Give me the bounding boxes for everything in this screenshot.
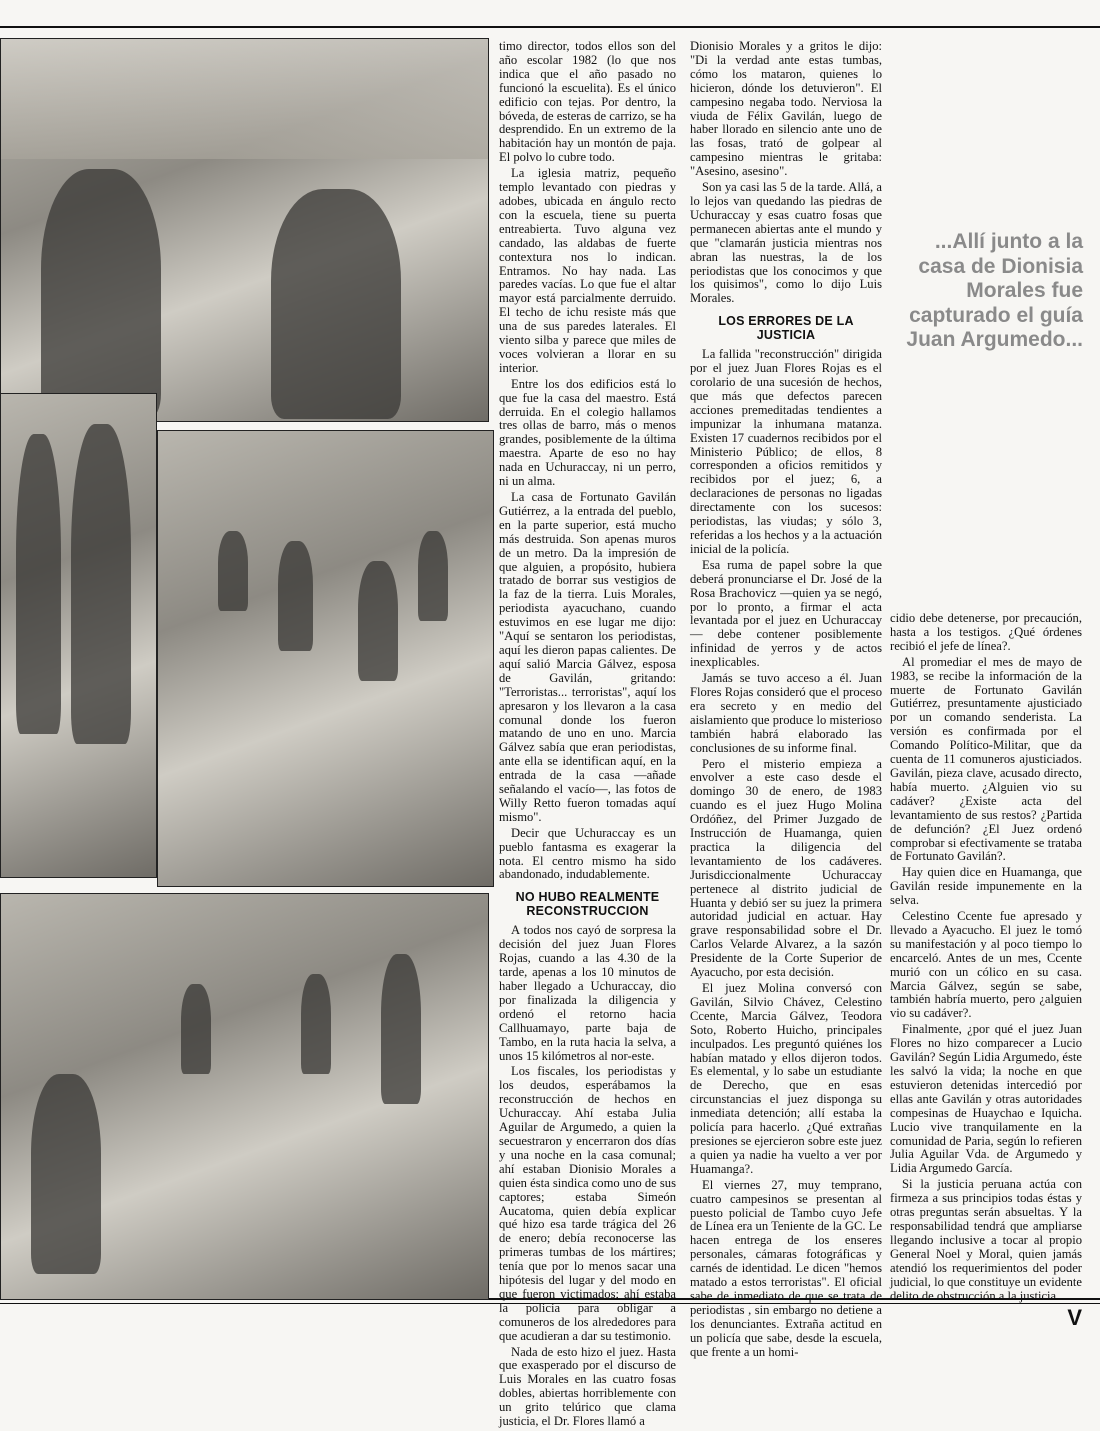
paragraph: El viernes 27, muy temprano, cuatro campesinos se presentan al puesto policial de Tambo cuyo Jefe de Línea era un Teniente de la GC. Le hacen entrega de los enseres personales, cámaras fotográficas y carnés de identidad. Le dicen "hemos matado a estos terroristas". El oficial sabe de inmediato de que se trata de periodistas , sin embargo no detiene a los denunciantes. Extraña actitud en un policía que sabe, desde la escuela, que frente a un homi- — [690, 1177, 882, 1359]
paragraph: La casa de Fortunato Gavilán Gutiérrez, a la entrada del pueblo, en la parte superior, está mucho más destruida. Son apenas muros de un metro. Da la impresión de que alguien, a propósito, hubiera tratado de borrar sus vestigios de la faz de la tierra. Luis Morales, periodista ayacuchano, cuando estuvimos en ese lugar me dijo: "Aquí se sentaron los periodistas, aquí les dieron papas calientes. De aquí salió Marcia Gálvez, esposa de Gavilán, gritando: "Terroristas... terroristas", aquí los apresaron y los llevaron a la casa comunal donde los fueron matando de uno en uno. Marcia Gálvez sabía que eran periodistas, ante ella se identifican aquí, en la entrada de la casa —añade señalando el vacío—, las fotos de Willy Retto fueron tomadas aquí mismo". — [499, 490, 676, 824]
paragraph: Jamás se tuvo acceso a él. Juan Flores Rojas consideró que el proceso era secreto y en medio del aislamiento que produce lo misterioso también habrá elaborado las conclusiones de su informe final. — [690, 671, 882, 755]
article-column-2 — [690, 40, 882, 1361]
paragraph: Los fiscales, los periodistas y los deudos, esperábamos la reconstrucción de hechos en Uchuraccay. Ahí estaba Julia Aguilar de Argumedo, a quien la secuestraron y encerraron dos días y una noche en la casa comunal; ahí estaban Dionisio Morales a quien ésta sindica como uno de sus captores; estaba Simeón Aucatoma, quien debía explicar qué hizo esa tarde trágica del 26 de enero; debía reconocerse las primeras tumbas de los mártires; tenía que por lo menos sacar una hipótesis del lugar y del modo en que fueron victimados; ahí estaba la policía para obligar a comuneros de los alrededores para que acudieran a dar su testimonio. — [499, 1064, 676, 1343]
photo-graves-site — [0, 893, 489, 1300]
article-column-1 — [499, 40, 676, 1431]
paragraph: Finalmente, ¿por qué el juez Juan Flores no hizo comparecer a Lucio Gavilán? Según Lidia Argumedo, éste les salvó la vida; la noche en que estuvieron detenidas intercedió por ellas ante Gavilán y otras autoridades compesinas de Huaychao e Iquicha. Lucio vive tranquilamente en la comunidad de Paria, según lo refieren Julia Aguilar Vda. de Argumedo y Lidia Argumedo García. — [890, 1022, 1082, 1176]
paragraph: Son ya casi las 5 de la tarde. Allá, a lo lejos van quedando las piedras de Uchuraccay y esas cuatro fosas que permanecen abiertas ante el mundo y que "clamarán justicia mientras nos abran las nuestras, la de los periodistas que los conocimos y que los quisimos", como lo dijo Luis Morales. — [690, 180, 882, 306]
article-column-3 — [890, 612, 1082, 1305]
paragraph: El juez Molina conversó con Gavilán, Silvio Chávez, Celestino Ccente, Marcia Gálvez, Teodora Soto, Roberto Huicho, principales inculpados. Les preguntó quiénes los habían matado y ellos dijeron todos. Es elemental, y lo sabe un estudiante de Derecho, que en esas circunstancias el juez disponga su inmediata detención; allí estaba la policía para hacerlo. ¿Qué extrañas presiones se ejercieron sobre este juez a quien ya nadie ha vuelto a ver por Huamanga?. — [690, 981, 882, 1176]
pull-quote: ...Allí junto a la casa de Dionisia Morales fue capturado el guía Juan Argumedo... — [906, 230, 1083, 351]
paragraph: Nada de esto hizo el juez. Hasta que exasperado por el discurso de Luis Morales en las cuatro fosas dobles, abiertas horriblemente con un grito telúrico que clama justicia, el Dr. Flores llamó a — [499, 1344, 676, 1429]
photo-villagers-close — [0, 38, 489, 422]
paragraph: Al promediar el mes de mayo de 1983, se recibe la información de la muerte de Fortunato Gavilán Gutiérrez, presuntamente ajusticiado por un comando senderista. La versión es confirmada por el Comando Político-Militar, que da cuenta de 11 comuneros ajusticiados. Gavilán, pieza clave, acusado directo, había muerto. ¿Alguien vio su cadáver? ¿Existe acta del levantamiento de sus restos? ¿Partida de defunción? ¿El Juez ordenó comprobar si efectivamente se trataba de Fortunato Gavilán?. — [890, 654, 1082, 864]
paragraph: timo director, todos ellos son del año escolar 1982 (lo que nos indica que el año pasado no funcionó la escuelita). Es el único edificio con tejas. Por dentro, la bóveda, de esteras de carrizo, se ha desprendido. En un extremo de la habitación hay un montón de paja. El polvo lo cubre todo. — [499, 39, 676, 165]
paragraph: Entre los dos edificios está lo que fue la casa del maestro. Está derruida. En el colegio hallamos tres ollas de barro, más o menos grandes, posiblemente de la última maestra. Aparte de eso no hay nada en Uchuraccay, ni un perro, ni un alma. — [499, 376, 676, 489]
section-heading: NO HUBO REALMENTE RECONSTRUCCION — [515, 890, 660, 919]
section-heading: LOS ERRORES DE LA JUSTICIA — [718, 314, 854, 343]
paragraph: cidio debe detenerse, por precaución, hasta a los testigos. ¿Qué órdenes recibió el jefe de línea?. — [890, 611, 1082, 653]
photo-group-left — [0, 393, 157, 878]
paragraph: Pero el misterio empieza a envolver a este caso desde el domingo 30 de enero, de 1983 cuando es el juez Hugo Molina Ordóñez, del Primer Juzgado de Instrucción de Huamanga, quien practica la diligencia del levantamiento de los cadáveres. Jurisdiccionalmente Uchuraccay pertenece al distrito judicial de Huanta y debió ser su juez la primera autoridad judicial en actuar. Hay grave responsabilidad sobre el Dr. Carlos Velarde Alvarez, a la sazón Presidente de la Corte Superior de Ayacucho, por esta decisión. — [690, 756, 882, 980]
top-rule — [0, 26, 1100, 28]
paragraph: A todos nos cayó de sorpresa la decisión del juez Juan Flores Rojas, cuando a las 4.30 de la tarde, apenas a los 10 minutos de haber llegado a Uchuraccay, dio por finalizada la diligencia y ordenó el retorno hacia Callhuamayo, parte baja de Tambo, en la ruta hacia la selva, a unos 15 kilómetros al nor-este. — [499, 923, 676, 1063]
paragraph: Celestino Ccente fue apresado y llevado a Ayacucho. El juez le tomó su manifestación y al poco tiempo lo encarceló. Antes de un mes, Ccente murió con un cólico en su casa. Marcia Gálvez, según se sabe, también habría muerto, pero ¿alguien vio su cadáver?. — [890, 909, 1082, 1021]
paragraph: La iglesia matriz, pequeño templo levantado con piedras y adobes, ubicada en ángulo recto con la escuela, tiene su puerta entreabierta. Tuvo alguna vez candado, las aldabas de fuerte contextura nos lo indican. Entramos. No hay nada. Las paredes vacías. Lo que fue el altar mayor está parcialmente derruido. El techo de ichu resiste más que una de sus paredes laterales. El viento silba y parece que miles de voces volvieran a llorar en su interior. — [499, 166, 676, 375]
paragraph: Esa ruma de papel sobre la que deberá pronunciarse el Dr. José de la Rosa Brachovicz —quien ya se negó, por lo pronto, a firmar el acta levantada por el juez en Uchuraccay— debe contener posiblemente infinidad de yerros y de actos inexplicables. — [690, 557, 882, 670]
paragraph: La fallida "reconstrucción" dirigida por el juez Juan Flores Rojas es el corolario de una sucesión de hechos, que más que defectos parecen acciones premeditadas tendientes a impunizar la inhumana matanza. Existen 17 cuadernos recibidos por el Ministerio Público; de ellos, 8 corresponden a oficios remitidos y recibidos por el juez; 6, a declaraciones de personas no ligadas directamente con los sucesos: periodistas, las viudas; y sólo 3, referidas a los hechos y a la actuación inicial de la policía. — [690, 347, 882, 556]
paragraph: Dionisio Morales y a gritos le dijo: "Di la verdad ante estas tumbas, cómo los mataron, quienes lo hicieron, dónde los detuvieron". El campesino negaba todo. Nerviosa la viuda de Félix Gavilán, luego de haber llorado en silencio ante uno de las fosas, trató de golpear al campesino mientras le gritaba: "Asesino, asesino". — [690, 39, 882, 179]
paragraph: Hay quien dice en Huamanga, que Gavilán reside impunemente en la selva. — [890, 865, 1082, 908]
paragraph: Si la justicia peruana actúa con firmeza a sus principios todas éstas y otras preguntas serán absueltas. Y la responsabilidad tendrá que ampliarse llegando inclusive a tocar al propio General Noel y Moral, quien jamás atendió los requerimientos del poder judicial, lo que constituye un evidente delito de obstrucción a la justicia. — [890, 1177, 1082, 1303]
paragraph: Decir que Uchuraccay es un pueblo fantasma es exagerar la nota. El centro mismo ha sido abandonado, indudablemente. — [499, 825, 676, 882]
page-section-mark: V — [1067, 1305, 1082, 1330]
photo-crowd-field — [157, 430, 494, 887]
